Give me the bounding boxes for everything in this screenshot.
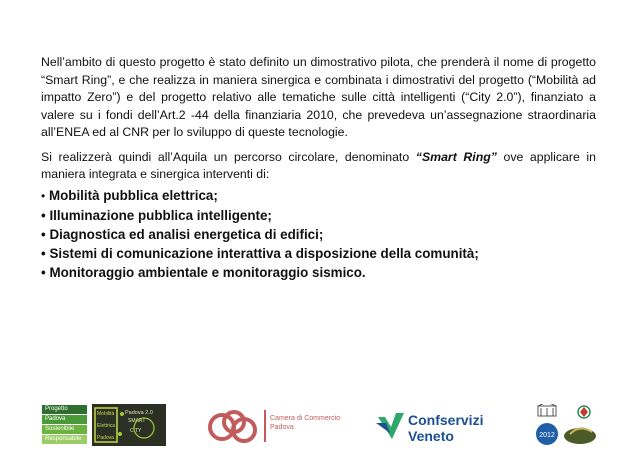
logo-text: CITY: [130, 428, 142, 434]
logo-text: Elettrica: [97, 423, 116, 429]
logo-text: SMART: [128, 418, 146, 424]
list-item-text: Mobilità pubblica elettrica;: [48, 187, 218, 203]
confservizi-veneto-logo: [374, 408, 494, 446]
list-item: [41, 186, 596, 206]
bullet-symbol: •: [41, 188, 46, 203]
confservizi-emblem-icon: [374, 409, 408, 445]
document-body: [41, 54, 596, 282]
partner-logos-footer: [0, 400, 638, 451]
list-item-text: Illuminazione pubblica intelligente;: [49, 207, 272, 223]
list-item: [41, 263, 596, 282]
intro-paragraph: Nell’ambito di questo progetto è stato definito un dimostrativo pilota, che prenderà il nome di progetto “Smart Ring”, e che realizza in maniera sinergica e combinata i dimostrativi del progetto (“Mobilità ad impatto Zero”) e del progetto relativo alle tematiche sulle città intelligenti (“City 2.0”), finanziato a valere su i fondi dell’Art.2 -44 della finanziaria 2010, che prevedeva un’assegnazione straordinaria all’ENEA ed al CNR per lo sviluppo di queste tecnologie.: [41, 55, 596, 139]
logo-text: Responsabile: [42, 435, 87, 444]
paragraph2-before: Si realizzerà quindi all’Aquila un percorso circolare, denominato: [41, 149, 416, 164]
list-item-text: Sistemi di comunicazione interattiva a disposizione della comunità;: [49, 245, 479, 261]
padova-sostenibile-logo: [42, 405, 87, 445]
bullet-symbol: •: [41, 264, 46, 280]
list-item: [41, 206, 596, 225]
unesco-emblem-icon: [532, 404, 600, 448]
logo-text: Progetto: [42, 405, 87, 414]
logo-text: Padova: [42, 415, 87, 424]
smart-city-logo: [92, 404, 166, 446]
smart-city-icon: [92, 404, 166, 446]
bullet-symbol: •: [41, 207, 46, 223]
logo-text: Sostenibile: [42, 425, 87, 434]
logo-text: Camera di Commercio: [270, 415, 341, 422]
list-item-text: Monitoraggio ambientale e monitoraggio sismico.: [49, 264, 366, 280]
list-item: [41, 244, 596, 263]
smart-ring-emphasis: “Smart Ring”: [415, 149, 497, 164]
logo-text: Padova: [270, 424, 294, 431]
logo-text: Mobilità: [97, 411, 115, 417]
camera-commercio-emblem-icon: [208, 408, 260, 446]
list-item-text: Diagnostica ed analisi energetica di edifici;: [49, 226, 324, 242]
bullet-symbol: •: [41, 226, 46, 242]
logo-divider: [264, 410, 266, 442]
logo-text: Veneto: [408, 428, 454, 444]
logo-text: Padova: [97, 435, 114, 441]
paragraph2-after: ove applicare in maniera integrata e sinergica interventi di:: [41, 149, 596, 181]
unesco-italy-logos: [532, 404, 600, 448]
list-item: [41, 225, 596, 244]
camera-commercio-logo: [208, 408, 348, 446]
logo-year: 2012: [539, 432, 555, 439]
logo-text: Padova 2.0: [125, 410, 153, 416]
bullet-symbol: •: [41, 245, 46, 261]
logo-text: Confservizi: [408, 412, 484, 428]
smart-ring-paragraph: [41, 149, 596, 184]
interventions-list: [41, 186, 596, 282]
